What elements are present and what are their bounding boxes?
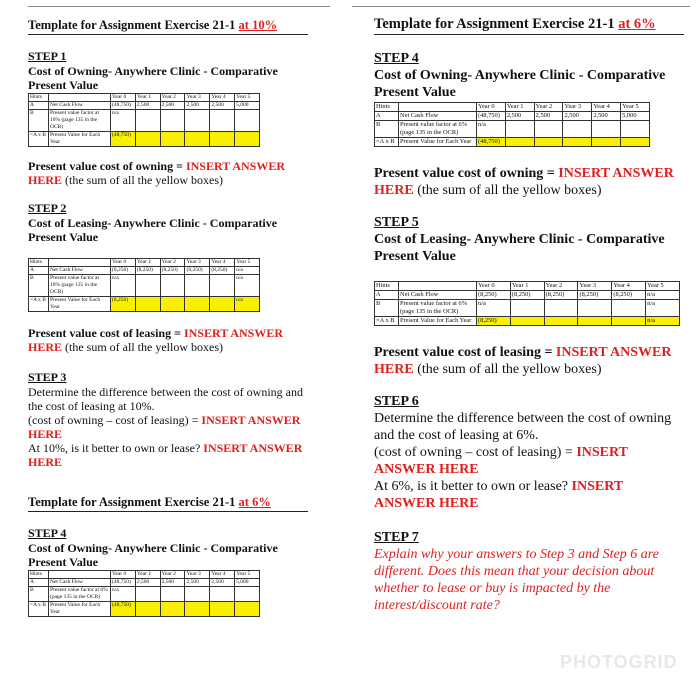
step2-label: STEP 2 — [28, 201, 67, 215]
left-template-title: Template for Assignment Exercise 21-1 at 10% — [28, 18, 308, 35]
left-step4-heading: Cost of Owning- Anywhere Clinic - Comparative Present Value — [28, 541, 278, 569]
left-step4-section — [28, 526, 308, 617]
step4-own-table-6: Hints Year 0 Year 1 Year 2 Year 3 Year 4 Year 5 A Net Cash Flow (48,750) 2,500 2,500 2,500 2,500 5,000 B Present value factor at 6% (page 135 in the OCR) n/a =A x B Present Value for Each Year (48,750) — [374, 102, 650, 147]
left-step4-label: STEP 4 — [28, 526, 67, 540]
step5-heading: Cost of Leasing- Anywhere Clinic - Comparative Present Value — [374, 232, 665, 264]
right-column — [374, 0, 684, 614]
step1-own-table-10: Hints Year 0 Year 1 Year 2 Year 3 Year 4 Year 5 A Net Cash Flow (48,750) 2,500 2,500 2,500 2,500 5,000 B Present value factor at 10% (page 135 in the OCR) n/a =A x B Present Value for Each Year (48,750) — [28, 93, 260, 147]
left-title-rate: at 10% — [238, 18, 278, 32]
step5-section — [374, 215, 684, 378]
step7-text: Explain why your answers to Step 3 and Step 6 are different. Does this mean that your decision about whether to lease or buy is impacted by the interest/discount rate? — [374, 547, 659, 613]
step1-answer: Present value cost of owning = INSERT ANSWER HERE (the sum of all the yellow boxes) — [28, 159, 286, 187]
step7-label: STEP 7 — [374, 530, 419, 545]
right-template-title: Template for Assignment Exercise 21-1 at 6% — [374, 16, 684, 35]
left-column — [28, 0, 308, 617]
left-step4-own-table-6: Hints Year 0 Year 1 Year 2 Year 3 Year 4 Year 5 A Net Cash Flow (48,750) 2,500 2,500 2,500 2,500 5,000 B Present value factor at 6% (page 135 in the OCR) n/a =A x B Present Value for Each Year (48,750) — [28, 570, 260, 617]
right-title-rate: at 6% — [618, 16, 656, 32]
step4-heading: Cost of Owning- Anywhere Clinic - Comparative Present Value — [374, 68, 666, 100]
step2-section — [28, 201, 308, 354]
step3-section: STEP 3 Determine the difference between the cost of owning and the cost of leasing at 10%. (cost of owning – cost of leasing) = INSERT ANSWER HERE At 10%, is it better to own or lease? INSERT ANSWER HERE — [28, 370, 308, 469]
step1-section — [28, 49, 308, 187]
step6-section: STEP 6 Determine the difference between the cost of owning and the cost of leasing at 6%. (cost of owning – cost of leasing) = INSERT ANSWER HERE At 6%, is it better to own or lease? INSERT ANSWER HERE — [374, 394, 684, 512]
step2-answer: Present value cost of leasing = INSERT ANSWER HERE (the sum of all the yellow boxes) — [28, 326, 283, 354]
step5-label: STEP 5 — [374, 215, 419, 230]
step1-label: STEP 1 — [28, 49, 67, 63]
step2-heading: Cost of Leasing- Anywhere Clinic - Comparative Present Value — [28, 216, 278, 244]
step1-heading: Cost of Owning- Anywhere Clinic - Comparative Present Value — [28, 64, 278, 92]
step3-label: STEP 3 — [28, 370, 67, 384]
step5-answer: Present value cost of leasing = INSERT ANSWER HERE (the sum of all the yellow boxes) — [374, 345, 672, 377]
photogrid-watermark: PHOTOGRID — [560, 652, 678, 672]
step5-lease-table-6: Hints Year 0 Year 1 Year 2 Year 3 Year 4 Year 5 A Net Cash Flow (8,250) (8,250) (8,250) (8,250) (8,250) n/a B Present value factor at 6% (page 135 in the OCR) n/a n/a =A x B Present Value for Each Year (8,250) n/a — [374, 281, 680, 326]
step4-answer: Present value cost of owning = INSERT ANSWER HERE (the sum of all the yellow boxes) — [374, 166, 674, 198]
step2-lease-table-10: Hints Year 0 Year 1 Year 2 Year 3 Year 4 Year 5 A Net Cash Flow (8,250) (8,250) (8,250) (8,250) (8,250) n/a B Present value factor at 10% (page 135 in the OCR) n/a n/a =A x B Present Value for Each Year (8,250) n/a — [28, 258, 260, 312]
step4-section — [374, 51, 684, 199]
step4-label: STEP 4 — [374, 51, 419, 66]
left-template-title-6: Template for Assignment Exercise 21-1 at 6% — [28, 495, 308, 512]
step7-section — [374, 530, 684, 614]
step6-label: STEP 6 — [374, 394, 419, 409]
